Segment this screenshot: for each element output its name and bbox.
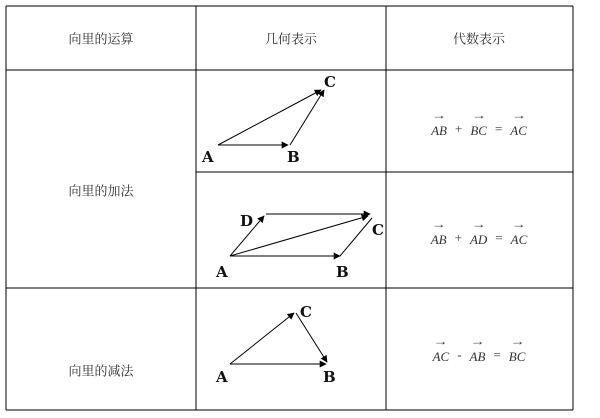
point-c-label: C — [300, 303, 312, 321]
equals-sign: = — [493, 347, 501, 362]
minus-sign: - — [457, 347, 462, 362]
vector-bc-text: BC — [470, 123, 487, 138]
point-c-label: C — [372, 221, 384, 239]
triangle-addition-figure — [196, 70, 386, 172]
point-a-label: A — [216, 263, 228, 281]
formula-subtraction: → AC - → AB = → BC — [432, 334, 526, 364]
row-label-subtraction: 向里的减法 — [68, 364, 134, 380]
vector-ad-text: AD — [469, 232, 488, 247]
vector-ac-text: AC — [432, 349, 450, 364]
vector-ac-text: AC — [510, 123, 527, 138]
header-geometric: 几何表示 — [264, 32, 318, 48]
vector-ab-text: AB — [469, 349, 486, 364]
point-d-label: D — [240, 212, 254, 230]
segment-bc — [340, 218, 372, 256]
row-label-addition: 向里的加法 — [68, 184, 134, 200]
parallelogram-figure — [196, 172, 386, 288]
vector-ab-text: AB — [430, 232, 447, 247]
formula-addition-triangle: → AB + → BC = → AC — [431, 108, 527, 138]
point-c-label: C — [324, 73, 336, 91]
vector-bc — [290, 90, 324, 145]
header-algebraic: 代数表示 — [452, 32, 506, 48]
plus-sign: + — [454, 121, 463, 136]
point-b-label: B — [336, 263, 349, 281]
point-b-label: B — [323, 368, 336, 386]
vector-bc-text: BC — [508, 349, 526, 364]
vector-ab-text: AB — [431, 123, 447, 138]
point-b-label: B — [287, 148, 300, 166]
vector-ac — [218, 90, 321, 145]
equals-sign: = — [495, 230, 503, 245]
header-operation: 向里的运算 — [68, 32, 134, 48]
plus-sign: + — [454, 230, 462, 245]
equals-sign: = — [494, 121, 503, 136]
formula-addition-parallelogram: → AB + → AD = → AC — [430, 217, 528, 247]
point-a-label: A — [202, 148, 214, 166]
point-a-label: A — [216, 368, 228, 386]
vector-ac — [230, 313, 294, 364]
triangle-subtraction-figure — [196, 288, 386, 410]
vector-ac-text: AC — [510, 232, 528, 247]
